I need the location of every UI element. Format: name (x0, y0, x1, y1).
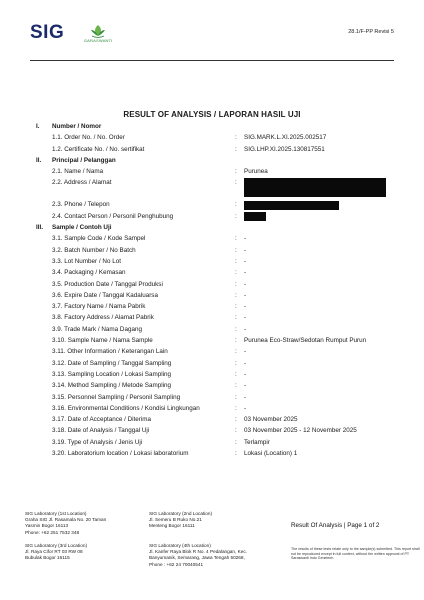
field-label: 2.1. Name / Nama (52, 168, 104, 176)
document-title: RESULT OF ANALYSIS / LAPORAN HASIL UJI (123, 110, 301, 119)
field-value: - (244, 404, 247, 412)
field-row (36, 437, 390, 448)
field-label: 2.3. Phone / Telepon (52, 201, 110, 209)
field-separator: : (235, 168, 237, 176)
field-row (36, 211, 390, 222)
field-row (36, 177, 390, 199)
report-body (36, 121, 390, 459)
lab-name: SIG Laboratory (1st Location) (25, 511, 87, 516)
field-label: 3.17. Date of Acceptance / Diterima (52, 416, 152, 424)
field-label: 3.20. Laboratorium location / Lokasi laboratorium (52, 450, 189, 458)
field-label: 3.7. Factory Name / Nama Pabrik (52, 303, 146, 311)
brand-wordmark: SIG (30, 22, 65, 43)
field-separator: : (235, 246, 237, 254)
field-separator: : (235, 235, 237, 243)
field-value: - (244, 382, 247, 390)
lab-address-line: Graha SIG Jl. Rasamala No. 20 Taman (25, 517, 107, 523)
field-value: SIG.LHP.XI.2025.130817551 (244, 145, 325, 153)
field-separator: : (235, 291, 237, 299)
field-label: 3.18. Date of Analysis / Tanggal Uji (52, 427, 150, 435)
field-row (36, 403, 390, 414)
field-separator: : (235, 179, 237, 187)
field-value: - (244, 393, 247, 401)
field-value: - (244, 280, 247, 288)
field-label: 2.4. Contact Person / Personil Penghubung (52, 212, 174, 220)
lab-phone: Phone : +62 24 70040541 (149, 561, 204, 567)
lab-location-4 (149, 543, 247, 568)
field-label: 3.2. Batch Number / No Batch (52, 246, 136, 254)
field-separator: : (235, 337, 237, 345)
lab-address-line: Yasmin Bogor 16113 (25, 523, 69, 529)
field-separator: : (235, 280, 237, 288)
field-value: - (244, 348, 247, 356)
field-separator: : (235, 393, 237, 401)
lab-address-line: Jl. Kanfer Raya Blok R No. 4 Pedalangan, Kec. (149, 549, 247, 555)
section-title: Principal / Pelanggan (52, 156, 116, 164)
field-separator: : (235, 416, 237, 424)
lab-address-line: Jl. Raya Cifor RT 03 RW 08 (25, 549, 83, 555)
field-label: 3.19. Type of Analysis / Jenis Uji (52, 438, 143, 446)
field-label: 1.2. Certificate No. / No. sertifikat (52, 145, 145, 153)
field-label: 3.8. Factory Address / Alamat Pabrik (52, 314, 154, 322)
field-row (36, 256, 390, 267)
field-separator: : (235, 303, 237, 311)
field-label: 3.6. Expire Date / Tanggal Kadaluarsa (52, 291, 158, 299)
lab-address-line: Menteng Bogor 16111 (149, 523, 195, 529)
company-logo (30, 22, 116, 44)
field-value: Purunea (244, 168, 268, 176)
partner-logo (80, 24, 116, 43)
field-value: 03 November 2025 - 12 November 2025 (244, 427, 357, 435)
field-row (36, 279, 390, 290)
field-label: 3.16. Environmental Conditions / Kondisi Lingkungan (52, 404, 200, 412)
field-separator: : (235, 427, 237, 435)
field-value: - (244, 325, 247, 333)
field-label: 3.1. Sample Code / Kode Sampel (52, 235, 146, 243)
field-label: 3.3. Lot Number / No Lot (52, 257, 121, 265)
leaf-emblem-icon (88, 24, 108, 38)
field-separator: : (235, 212, 237, 220)
field-separator: : (235, 134, 237, 142)
field-value: - (244, 235, 247, 243)
field-row (36, 425, 390, 436)
field-separator: : (235, 314, 237, 322)
field-separator: : (235, 370, 237, 378)
section-number: I. (36, 123, 40, 130)
revision-code: 28.1/F-PP Revisi 5 (348, 29, 394, 35)
field-row (36, 245, 390, 256)
field-label: 3.15. Personnel Sampling / Personil Sampling (52, 393, 181, 401)
field-value: SIG.MARK.L.XI.2025.002517 (244, 134, 327, 142)
field-separator: : (235, 269, 237, 277)
field-label: 2.2. Address / Alamat (52, 179, 112, 187)
field-separator: : (235, 145, 237, 153)
field-label: 3.10. Sample Name / Nama Sample (52, 337, 153, 345)
field-value: Purunea Eco-Straw/Sedotan Rumput Purun (244, 337, 367, 345)
field-label: 3.14. Method Sampling / Metode Sampling (52, 382, 172, 390)
redacted-value (244, 201, 339, 210)
lab-name: SIG Laboratory (2nd Location) (149, 511, 213, 516)
lab-name: SIG Laboratory (4th Location) (149, 543, 211, 548)
lab-address-line: Jl. Semeru B Ruko No.21 (149, 517, 202, 523)
field-row (36, 414, 390, 425)
field-separator: : (235, 404, 237, 412)
page-indicator: Result Of Analysis | Page 1 of 2 (291, 522, 380, 529)
field-row (36, 166, 390, 177)
lab-phone: Phone: +62 251 7532 348 (25, 529, 80, 535)
section-header (36, 121, 390, 132)
field-value: - (244, 269, 247, 277)
lab-location-3 (25, 543, 87, 562)
field-value: - (244, 303, 247, 311)
field-value: Lokasi (Location) 1 (244, 450, 298, 458)
field-value: - (244, 291, 247, 299)
lab-location-1 (25, 511, 106, 536)
field-value: - (244, 246, 247, 254)
field-value: - (244, 314, 247, 322)
field-row (36, 380, 390, 391)
field-value: - (244, 370, 247, 378)
field-separator: : (235, 257, 237, 265)
field-label: 3.13. Sampling Location / Lokasi Sampling (52, 370, 172, 378)
section-header (36, 155, 390, 166)
field-separator: : (235, 450, 237, 458)
field-row (36, 301, 390, 312)
redacted-value (244, 178, 386, 197)
field-value: - (244, 257, 247, 265)
partner-logo-text: GARASWANTI (83, 37, 113, 43)
field-separator: : (235, 359, 237, 367)
section-title: Number / Nomor (52, 123, 102, 130)
field-label: 3.5. Production Date / Tanggal Produksi (52, 280, 163, 288)
field-value: - (244, 359, 247, 367)
field-separator: : (235, 325, 237, 333)
lab-name: SIG Laboratory (3rd Location) (25, 543, 88, 548)
section-number: III. (36, 224, 43, 232)
field-separator: : (235, 382, 237, 390)
section-title: Sample / Contoh Uji (52, 224, 112, 232)
field-row (36, 199, 390, 210)
field-row (36, 312, 390, 323)
field-row (36, 267, 390, 278)
section-header (36, 222, 390, 233)
field-row (36, 144, 390, 155)
redacted-value (244, 212, 266, 221)
field-label: 3.12. Date of Sampling / Tanggal Sampling (52, 359, 172, 367)
field-label: 3.9. Trade Mark / Nama Dagang (52, 325, 142, 333)
field-row (36, 335, 390, 346)
field-value: Terlampir (244, 438, 270, 446)
section-number: II. (36, 156, 42, 164)
field-label: 3.11. Other Information / Keterangan Lain (52, 348, 168, 356)
field-row (36, 448, 390, 459)
field-row (36, 358, 390, 369)
field-row (36, 324, 390, 335)
field-row (36, 346, 390, 357)
field-row (36, 132, 390, 143)
field-row (36, 369, 390, 380)
header-divider (30, 60, 394, 61)
field-value: 03 November 2025 (244, 416, 298, 424)
field-row (36, 233, 390, 244)
field-row (36, 290, 390, 301)
field-label: 1.1. Order No. / No. Order (52, 134, 125, 142)
field-label: 3.4. Packaging / Kemasan (52, 269, 126, 277)
lab-address-line: Banyumanik, Semarang, Jawa Tengah 50268, (149, 555, 245, 561)
field-row (36, 392, 390, 403)
field-separator: : (235, 438, 237, 446)
field-separator: : (235, 201, 237, 209)
lab-location-2 (149, 511, 212, 530)
field-separator: : (235, 348, 237, 356)
lab-address-line: Bubulak Bogor 16115 (25, 555, 70, 561)
disclaimer: The results of these tests relate only to the sample(s) submitted. This report shall not be reproduced except in full context, without the written approval of PT. Saraswanti Indo Genetech (291, 547, 420, 561)
